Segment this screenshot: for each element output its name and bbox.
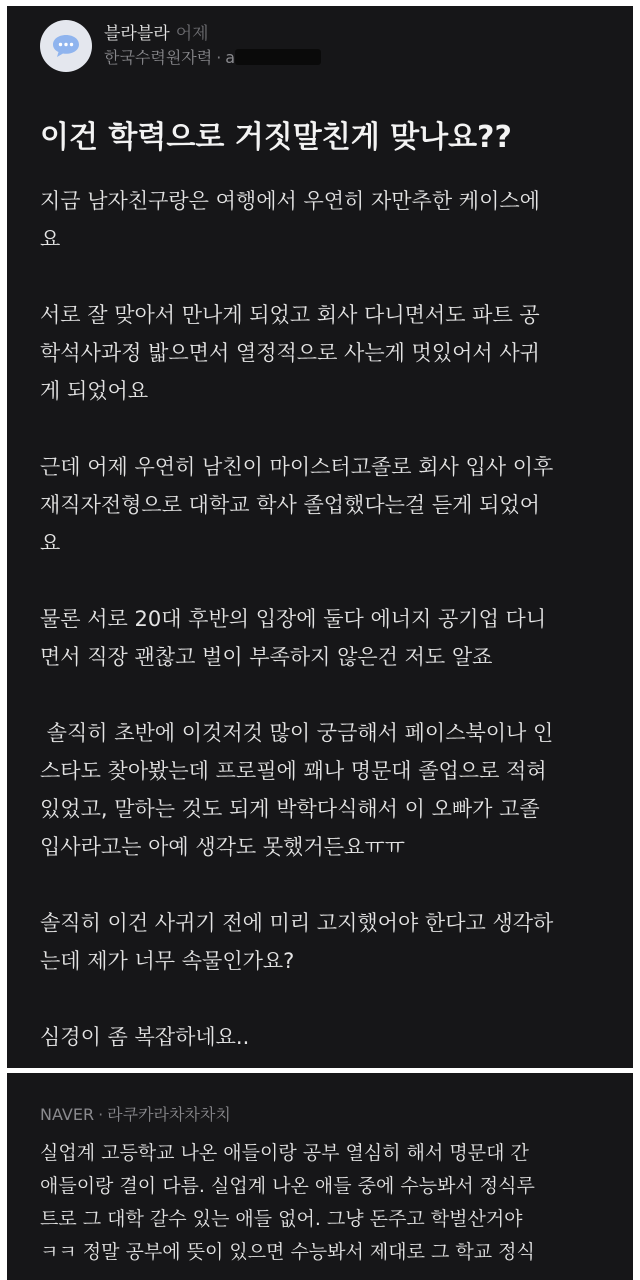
- post-paragraph: [40, 182, 620, 258]
- post-title: 이건 학력으로 거짓말친게 맞나요??: [40, 120, 512, 155]
- post-text-line: 요: [40, 227, 61, 251]
- comment-text-line: 애들이랑 결이 다름. 실업계 나온 애들 중에 수능봐서 정식루: [40, 1175, 535, 1197]
- redacted-mark: [235, 49, 321, 65]
- post-paragraph: [40, 448, 620, 562]
- post-text-line: 요: [40, 531, 61, 555]
- post-text-line: 있었고, 말하는 것도 되게 박학다식해서 이 오빠가 고졸: [40, 797, 540, 821]
- separator-dot: ·: [216, 48, 222, 67]
- post-text-line: 면서 직장 괜찮고 벌이 부족하지 않은건 저도 알죠: [40, 645, 493, 669]
- author-company[interactable]: 한국수력원자력: [104, 48, 213, 67]
- post-text-line: 스타도 찾아봤는데 프로필에 꽤나 명문대 졸업으로 적혀: [40, 759, 547, 783]
- post-header: [40, 16, 321, 76]
- separator-dot: ·: [98, 1105, 104, 1124]
- chat-bubble-icon: [51, 33, 81, 59]
- avatar[interactable]: [40, 20, 92, 72]
- comment-text-line: 트로 그 대학 갈수 있는 애들 없어. 그냥 돈주고 학벌산거야: [40, 1208, 523, 1230]
- post-text-line: 재직자전형으로 대학교 학사 졸업했다는걸 듣게 되었어: [40, 493, 540, 517]
- post-body: [40, 182, 620, 1068]
- post-text-line: 물론 서로 20대 후반의 입장에 둘다 에너지 공기업 다니: [40, 607, 547, 631]
- comment-nickname[interactable]: 라쿠카라차차차치: [107, 1105, 231, 1124]
- post-panel: [7, 6, 633, 1068]
- comment-source: NAVER: [40, 1105, 95, 1124]
- post-paragraph: [40, 714, 620, 866]
- post-paragraph: [40, 600, 620, 676]
- post-paragraph: [40, 296, 620, 410]
- post-text-line: 솔직히 초반에 이것저것 많이 궁금해서 페이스북이나 인: [40, 721, 554, 745]
- comment-text-line: ㅋㅋ 정말 공부에 뜻이 있으면 수능봐서 제대로 그 학교 정식: [40, 1241, 535, 1263]
- post-text-line: 솔직히 이건 사귀기 전에 미리 고지했어야 한다고 생각하: [40, 911, 554, 935]
- post-text-line: 지금 남자친구랑은 여행에서 우연히 자만추한 케이스에: [40, 189, 540, 213]
- post-text-line: 입사라고는 아예 생각도 못했거든요ㅠㅠ: [40, 835, 405, 859]
- post-paragraph: [40, 1018, 620, 1056]
- comment-panel: [7, 1073, 633, 1280]
- post-paragraph: [40, 904, 620, 980]
- post-text-line: 는데 제가 너무 속물인가요?: [40, 949, 295, 973]
- author-info: [104, 22, 321, 70]
- post-text-line: 학석사과정 밟으면서 열정적으로 사는게 멋있어서 사귀: [40, 341, 540, 365]
- post-text-line: 서로 잘 맞아서 만나게 되었고 회사 다니면서도 파트 공: [40, 303, 540, 327]
- post-time: 어제: [175, 24, 209, 44]
- post-text-line: 근데 어제 우연히 남친이 마이스터고졸로 회사 입사 이후: [40, 455, 554, 479]
- comment-body: [40, 1137, 630, 1269]
- comment-meta: [40, 1103, 231, 1127]
- author-nickname[interactable]: 블라블라: [104, 24, 170, 44]
- author-company-suffix: a: [225, 48, 236, 67]
- post-text-line: 심경이 좀 복잡하네요..: [40, 1025, 250, 1049]
- comment-text-line: 실업계 고등학교 나온 애들이랑 공부 열심히 해서 명문대 간: [40, 1142, 529, 1164]
- post-text-line: 게 되었어요: [40, 379, 149, 403]
